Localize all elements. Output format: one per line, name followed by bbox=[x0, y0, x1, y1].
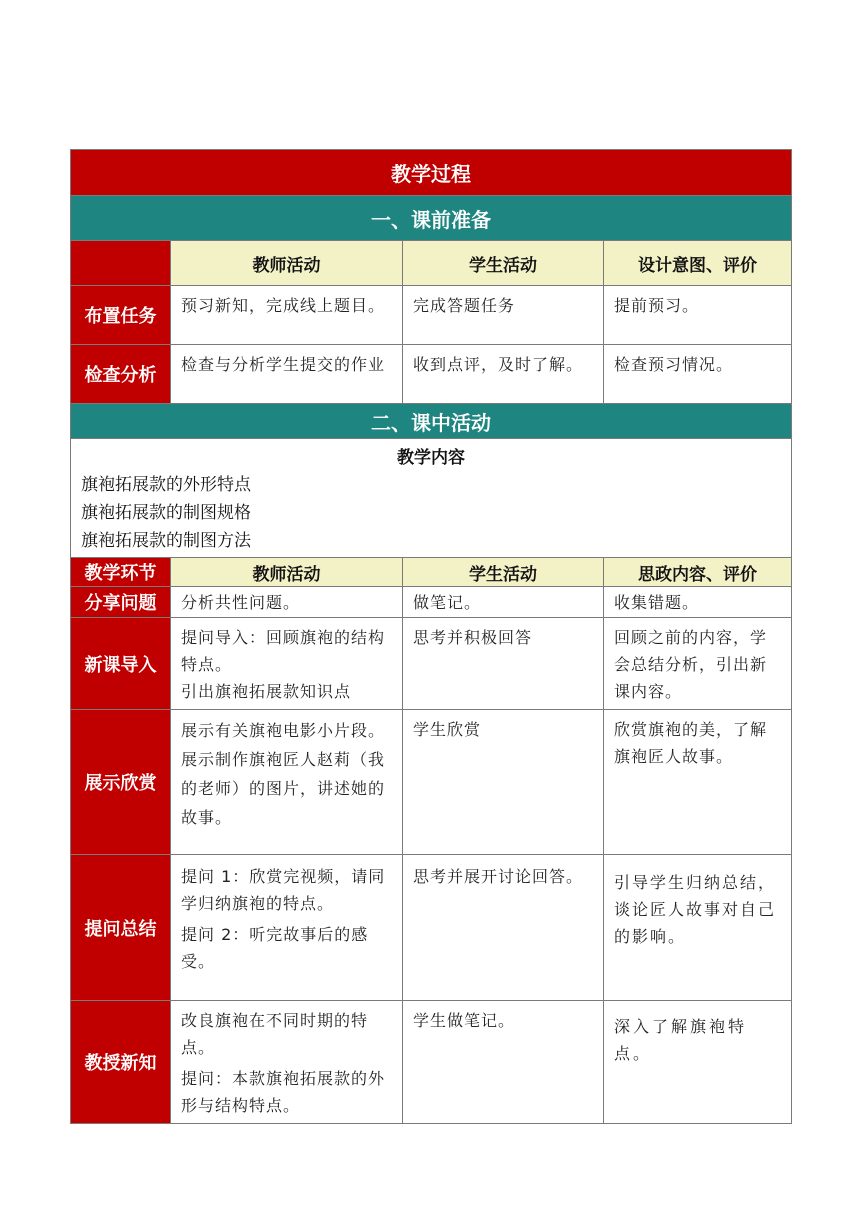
col-student-activity: 学生活动 bbox=[403, 241, 604, 286]
teacher-activity-cell: 分析共性问题。 bbox=[171, 587, 403, 618]
design-intent-cell: 提前预习。 bbox=[604, 286, 792, 345]
row-label: 检查分析 bbox=[71, 345, 171, 404]
student-activity-cell: 学生做笔记。 bbox=[403, 1001, 604, 1124]
design-intent-cell: 检查预习情况。 bbox=[604, 345, 792, 404]
col-teacher-activity: 教师活动 bbox=[171, 558, 403, 587]
eval-cell: 引导学生归纳总结，谈论匠人故事对自己的影响。 bbox=[604, 855, 792, 1001]
eval-cell: 回顾之前的内容，学会总结分析，引出新课内容。 bbox=[604, 618, 792, 710]
content-item: 旗袍拓展款的制图规格 bbox=[81, 503, 251, 523]
eval-cell: 收集错题。 bbox=[604, 587, 792, 618]
student-activity-cell: 思考并积极回答 bbox=[403, 618, 604, 710]
teacher-activity-cell: 提问 1：欣赏完视频，请同学归纳旗袍的特点。 提问 2：听完故事后的感受。 bbox=[171, 855, 403, 1001]
row-label: 教授新知 bbox=[71, 1001, 171, 1124]
section1-heading: 一、课前准备 bbox=[71, 196, 792, 241]
col-teaching-stage: 教学环节 bbox=[71, 558, 171, 587]
teacher-activity-cell: 检查与分析学生提交的作业 bbox=[171, 345, 403, 404]
row-label: 新课导入 bbox=[71, 618, 171, 710]
lesson-table bbox=[70, 149, 792, 1124]
teacher-activity-cell: 改良旗袍在不同时期的特点。 提问：本款旗袍拓展款的外形与结构特点。 bbox=[171, 1001, 403, 1124]
content-item: 旗袍拓展款的制图方法 bbox=[81, 531, 251, 551]
row-label: 展示欣赏 bbox=[71, 710, 171, 855]
row-label: 分享问题 bbox=[71, 587, 171, 618]
student-activity-cell: 收到点评，及时了解。 bbox=[403, 345, 604, 404]
teacher-activity-cell: 预习新知，完成线上题目。 bbox=[171, 286, 403, 345]
teacher-activity-cell: 展示有关旗袍电影小片段。展示制作旗袍匠人赵莉（我的老师）的图片，讲述她的故事。 bbox=[171, 710, 403, 855]
eval-cell: 深入了解旗袍特点。 bbox=[604, 1001, 792, 1124]
student-activity-cell: 做笔记。 bbox=[403, 587, 604, 618]
eval-cell: 欣赏旗袍的美，了解旗袍匠人故事。 bbox=[604, 710, 792, 855]
col-design-intent: 设计意图、评价 bbox=[604, 241, 792, 286]
col-teacher-activity: 教师活动 bbox=[171, 241, 403, 286]
header-corner bbox=[71, 241, 171, 286]
row-label: 提问总结 bbox=[71, 855, 171, 1001]
col-ideology-eval: 思政内容、评价 bbox=[604, 558, 792, 587]
lesson-plan-document bbox=[70, 149, 791, 1124]
section2-heading: 二、课中活动 bbox=[71, 404, 792, 439]
student-activity-cell: 完成答题任务 bbox=[403, 286, 604, 345]
teaching-content-block bbox=[71, 439, 792, 558]
teaching-content-title: 教学内容 bbox=[397, 448, 465, 468]
row-label: 布置任务 bbox=[71, 286, 171, 345]
student-activity-cell: 学生欣赏 bbox=[403, 710, 604, 855]
teacher-activity-cell: 提问导入：回顾旗袍的结构特点。 引出旗袍拓展款知识点 bbox=[171, 618, 403, 710]
content-item: 旗袍拓展款的外形特点 bbox=[81, 475, 251, 495]
student-activity-cell: 思考并展开讨论回答。 bbox=[403, 855, 604, 1001]
table-title: 教学过程 bbox=[71, 150, 792, 196]
col-student-activity: 学生活动 bbox=[403, 558, 604, 587]
